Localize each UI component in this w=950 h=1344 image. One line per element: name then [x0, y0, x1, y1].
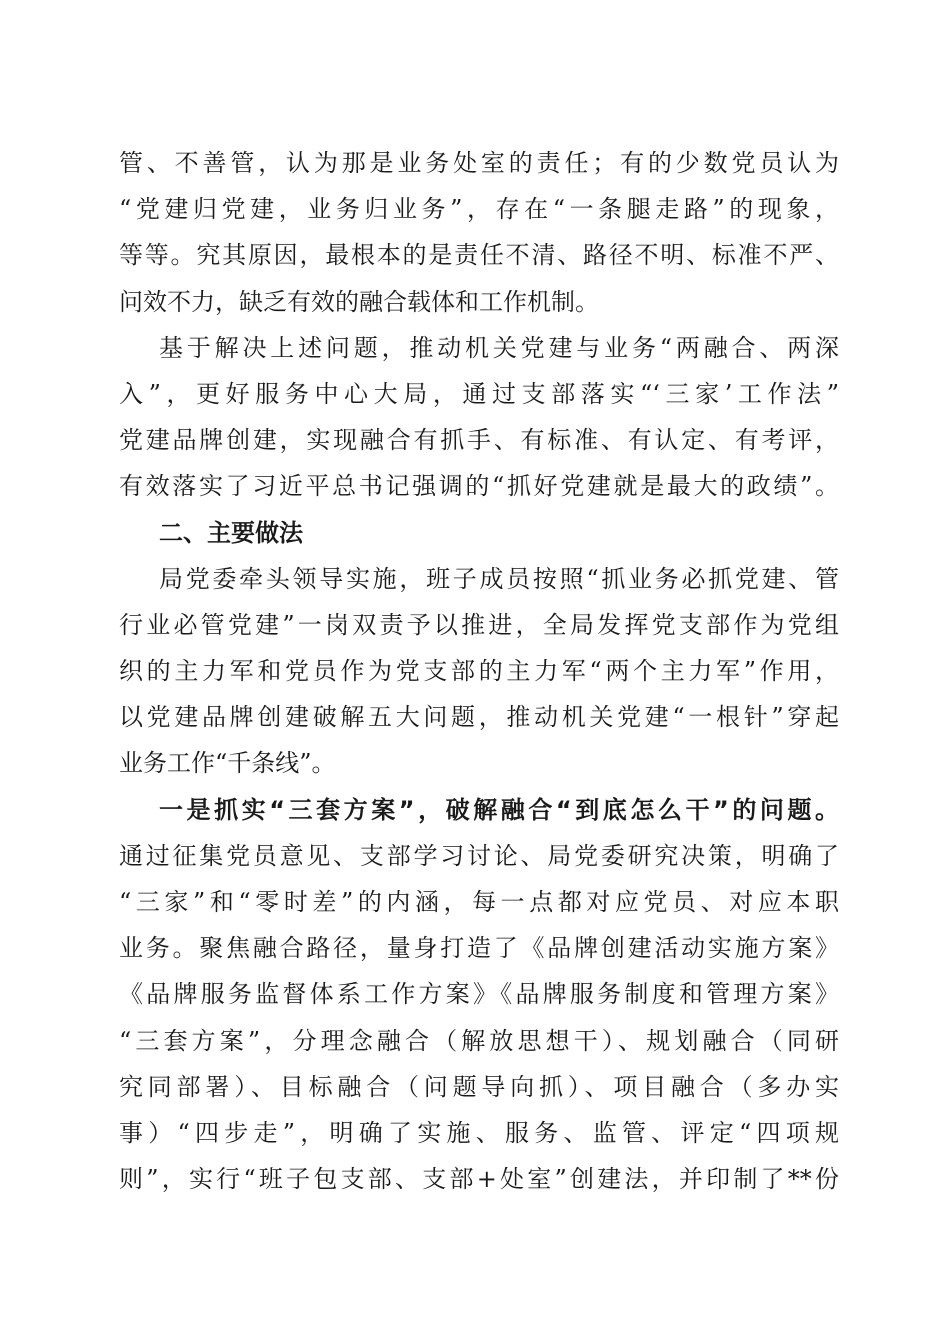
text-line: “党建归党建，业务归业务”，存在“一条腿走路”的现象， — [119, 195, 839, 224]
text-line: 事）“四步走”，明确了实施、服务、监管、评定“四项规 — [119, 1118, 839, 1147]
text-line: 局党委牵头领导实施，班子成员按照“抓业务必抓党建、管 — [159, 564, 839, 593]
text-line: 问效不力，缺乏有效的融合载体和工作机制。 — [119, 287, 599, 316]
document-body — [119, 140, 839, 1202]
text-line: 党建品牌创建，实现融合有抓手、有标准、有认定、有考评， — [119, 426, 839, 455]
text-line: 织的主力军和党员作为党支部的主力军“两个主力军”作用， — [119, 657, 839, 686]
text-line: 业务。聚焦融合路径，量身打造了《品牌创建活动实施方案》 — [119, 934, 839, 963]
text-line: 基于解决上述问题，推动机关党建与业务“两融合、两深 — [159, 333, 839, 362]
text-line: 通过征集党员意见、支部学习讨论、局党委研究决策，明确了 — [119, 841, 839, 870]
text-line: 管、不善管，认为那是业务处室的责任；有的少数党员认为 — [119, 149, 839, 177]
section-heading-line: 二、主要做法 — [159, 518, 303, 547]
text-line: “三套方案”，分理念融合（解放思想干）、规划融合（同研 — [119, 1026, 839, 1055]
text-line: 入”，更好服务中心大局，通过支部落实“‘三家’工作法” — [119, 379, 839, 408]
text-line: 则”，实行“班子包支部、支部+处室”创建法，并印制了**份 — [119, 1165, 839, 1194]
text-line: 《品牌服务监督体系工作方案》《品牌服务制度和管理方案》 — [119, 980, 839, 1009]
text-line: “三家”和“零时差”的内涵，每一点都对应党员、对应本职 — [119, 888, 839, 916]
text-line: 以党建品牌创建破解五大问题，推动机关党建“一根针”穿起 — [119, 703, 839, 732]
text-line: 等等。究其原因，最根本的是责任不清、路径不明、标准不严、 — [119, 241, 839, 270]
text-line: 业务工作“千条线”。 — [119, 749, 336, 778]
text-line: 有效落实了习近平总书记强调的“抓好党建就是最大的政绩”。 — [119, 472, 839, 501]
text-line: 行业必管党建”一岗双责予以推进，全局发挥党支部作为党组 — [119, 610, 839, 639]
text-line: 究同部署）、目标融合（问题导向抓）、项目融合（多办实 — [119, 1072, 839, 1101]
section-heading-line: 一是抓实“三套方案”，破解融合“到底怎么干”的问题。 — [159, 795, 839, 824]
